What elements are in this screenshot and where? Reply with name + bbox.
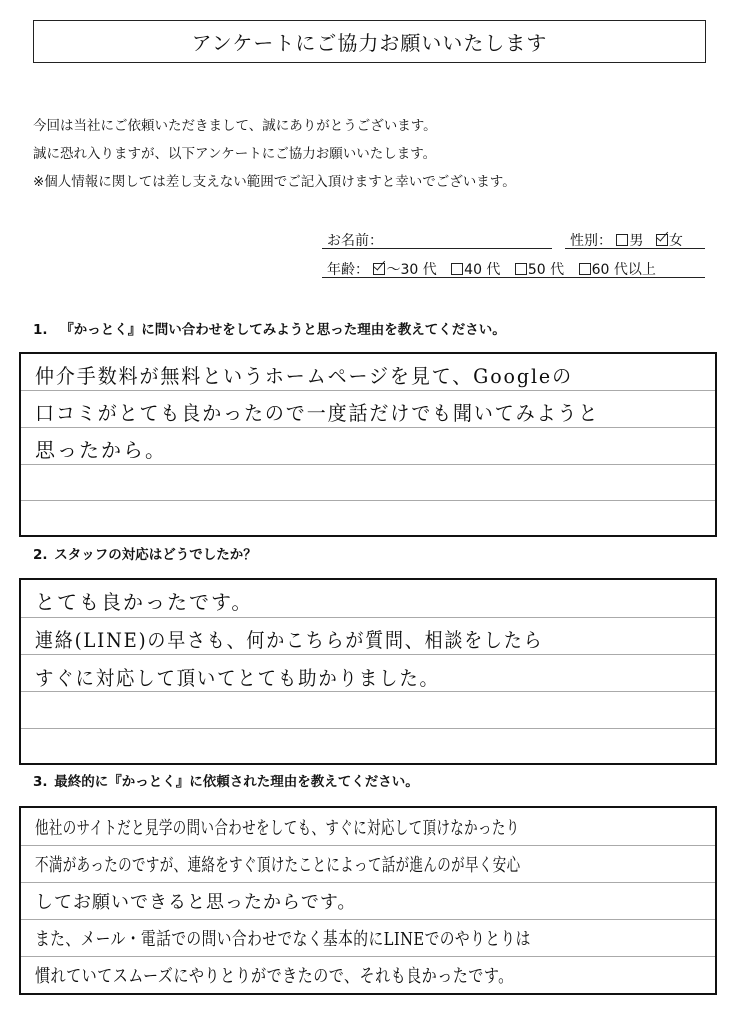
question-1	[33, 318, 506, 338]
question-number: 3.	[33, 774, 48, 790]
handwritten-answer-line: 慣れていてスムーズにやりとりができたので、それも良かったです。	[35, 966, 514, 987]
handwritten-answer-line: 他社のサイトだと見学の問い合わせをしても、すぐに対応して頂けなかったり	[35, 818, 520, 839]
answer-box-1[interactable]	[19, 352, 717, 537]
question-3	[33, 770, 419, 790]
handwritten-answer-line: 不満があったのですが、連絡をすぐ頂けたことによって話が進んのが早く安心	[35, 855, 521, 876]
age-under-30-checkbox[interactable]	[373, 263, 385, 275]
question-number: 2.	[33, 547, 48, 563]
age-option-label: ～30 代	[386, 262, 437, 278]
question-2	[33, 543, 257, 563]
question-text: 最終的に『かっとく』に依頼された理由を教えてください。	[54, 774, 419, 790]
handwritten-answer-line: 連絡(LINE)の早さも、何かこちらが質問、相談をしたら	[35, 628, 544, 652]
gender-field	[570, 230, 683, 250]
answer-box-3[interactable]	[19, 806, 717, 995]
survey-title: アンケートにご協力お願いいたします	[33, 20, 706, 63]
intro-line: ※個人情報に関しては差し支えない範囲でご記入頂けますと幸いでございます。	[33, 174, 516, 190]
handwritten-answer-line: また、メール・電話での問い合わせでなく基本的にLINEでのやりとりは	[35, 929, 531, 950]
age-field	[327, 259, 656, 279]
intro-line: 今回は当社にご依頼いただきまして、誠にありがとうございます。	[33, 118, 437, 134]
gender-underline	[565, 248, 705, 249]
name-field-line[interactable]	[322, 248, 552, 249]
age-underline	[322, 277, 705, 278]
name-label: お名前：	[327, 233, 383, 249]
handwritten-answer-line: とても良かったです。	[35, 590, 254, 614]
age-40s-checkbox[interactable]	[451, 263, 463, 275]
answer-box-2[interactable]	[19, 578, 717, 765]
age-60s-plus-checkbox[interactable]	[579, 263, 591, 275]
gender-option-label: 女	[668, 233, 683, 249]
question-text: 『かっとく』に問い合わせをしてみようと思った理由を教えてください。	[60, 322, 506, 338]
question-text: スタッフの対応はどうでしたか？	[54, 547, 257, 563]
handwritten-answer-line: 思ったから。	[35, 438, 167, 462]
handwritten-answer-line: してお願いできると思ったからです。	[35, 892, 357, 913]
gender-option-label: 男	[629, 233, 644, 249]
handwritten-answer-line: すぐに対応して頂いてとても助かりました。	[35, 666, 440, 690]
gender-female-checkbox[interactable]	[656, 234, 668, 246]
gender-label: 性別：	[570, 233, 612, 249]
age-option-label: 40 代	[464, 262, 501, 278]
intro-text	[33, 112, 516, 196]
age-label: 年齢：	[327, 262, 369, 278]
handwritten-answer-line: 口コミがとても良かったので一度話だけでも聞いてみようと	[35, 401, 600, 425]
intro-line: 誠に恐れ入りますが、以下アンケートにご協力お願いいたします。	[33, 146, 437, 162]
age-50s-checkbox[interactable]	[515, 263, 527, 275]
question-number: 1.	[33, 322, 48, 338]
age-option-label: 60 代以上	[591, 262, 656, 278]
gender-male-checkbox[interactable]	[616, 234, 628, 246]
handwritten-answer-line: 仲介手数料が無料というホームページを見て、Googleの	[35, 364, 573, 388]
age-option-label: 50 代	[527, 262, 565, 278]
